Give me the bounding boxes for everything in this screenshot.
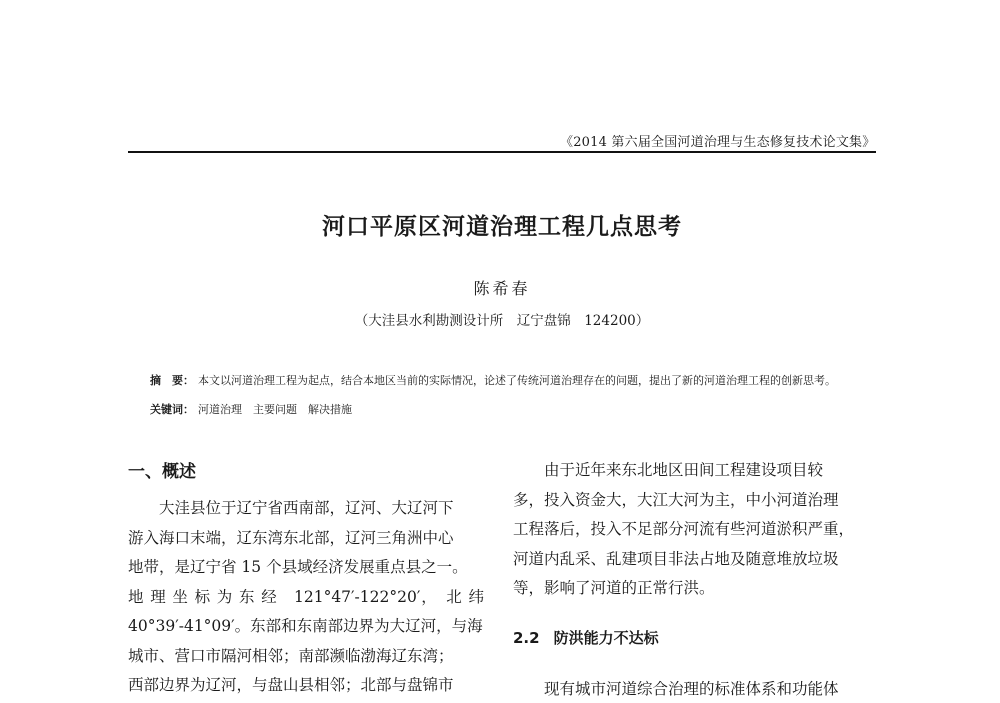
text-line: 40°39′-41°09′。东部和东南部边界为大辽河，与海 [128,617,483,635]
text-line: 游入海口末端，辽东湾东北部，辽河三角洲中心 [128,528,454,547]
text-line: 西部边界为辽河，与盘山县相邻；北部与盘锦市 [128,676,454,694]
keywords-text: 河道治理 主要问题 解决措施 [198,403,352,416]
paper-title: 河口平原区河道治理工程几点思考 [322,214,682,240]
author-name: 陈希春 [473,279,531,298]
text-line: 工程落后，投入不足部分河流有些河道淤积严重， [513,520,855,538]
right-column [513,456,875,604]
header-rule [128,151,876,153]
left-column [128,494,484,701]
text-line: 由于近年来东北地区田间工程建设项目较 [513,461,824,479]
section-heading-text: 防洪能力不达标 [553,629,659,647]
text-line: 多，投入资金大，大江大河为主，中小河道治理 [513,490,839,509]
section-2-2-heading [513,627,659,648]
abstract [150,372,880,388]
section-number: 2.2 [513,629,540,647]
author-affiliation: （大洼县水利勘测设计所 辽宁盘锦 124200） [354,313,650,329]
running-head: 《2014 第六届全国河道治理与生态修复技术论文集》 [560,135,876,150]
text-line: 等，影响了河道的正常行洪。 [513,579,715,597]
keywords-label: 关键词： [150,403,194,416]
right-paragraph-2: 现有城市河道综合治理的标准体系和功能体 [513,680,839,698]
keywords [150,401,880,417]
text-line: 大洼县位于辽宁省西南部，辽河、大辽河下 [128,499,454,517]
text-line: 河道内乱采、乱建项目非法占地及随意堆放垃圾 [513,549,839,568]
text-line: 地 理 坐 标 为 东 经 121°47′-122°20′， 北 纬 [128,587,484,606]
section-1-heading: 一、概述 [128,462,196,482]
text-line: 城市、营口市隔河相邻；南部濒临渤海辽东湾； [128,646,454,665]
abstract-label: 摘 要： [150,374,194,387]
text-line: 地带，是辽宁省 15 个县域经济发展重点县之一。 [128,558,468,576]
abstract-text: 本文以河道治理工程为起点，结合本地区当前的实际情况，论述了传统河道治理存在的问题，提出了新的河道治理工程的创新思考。 [198,374,836,387]
